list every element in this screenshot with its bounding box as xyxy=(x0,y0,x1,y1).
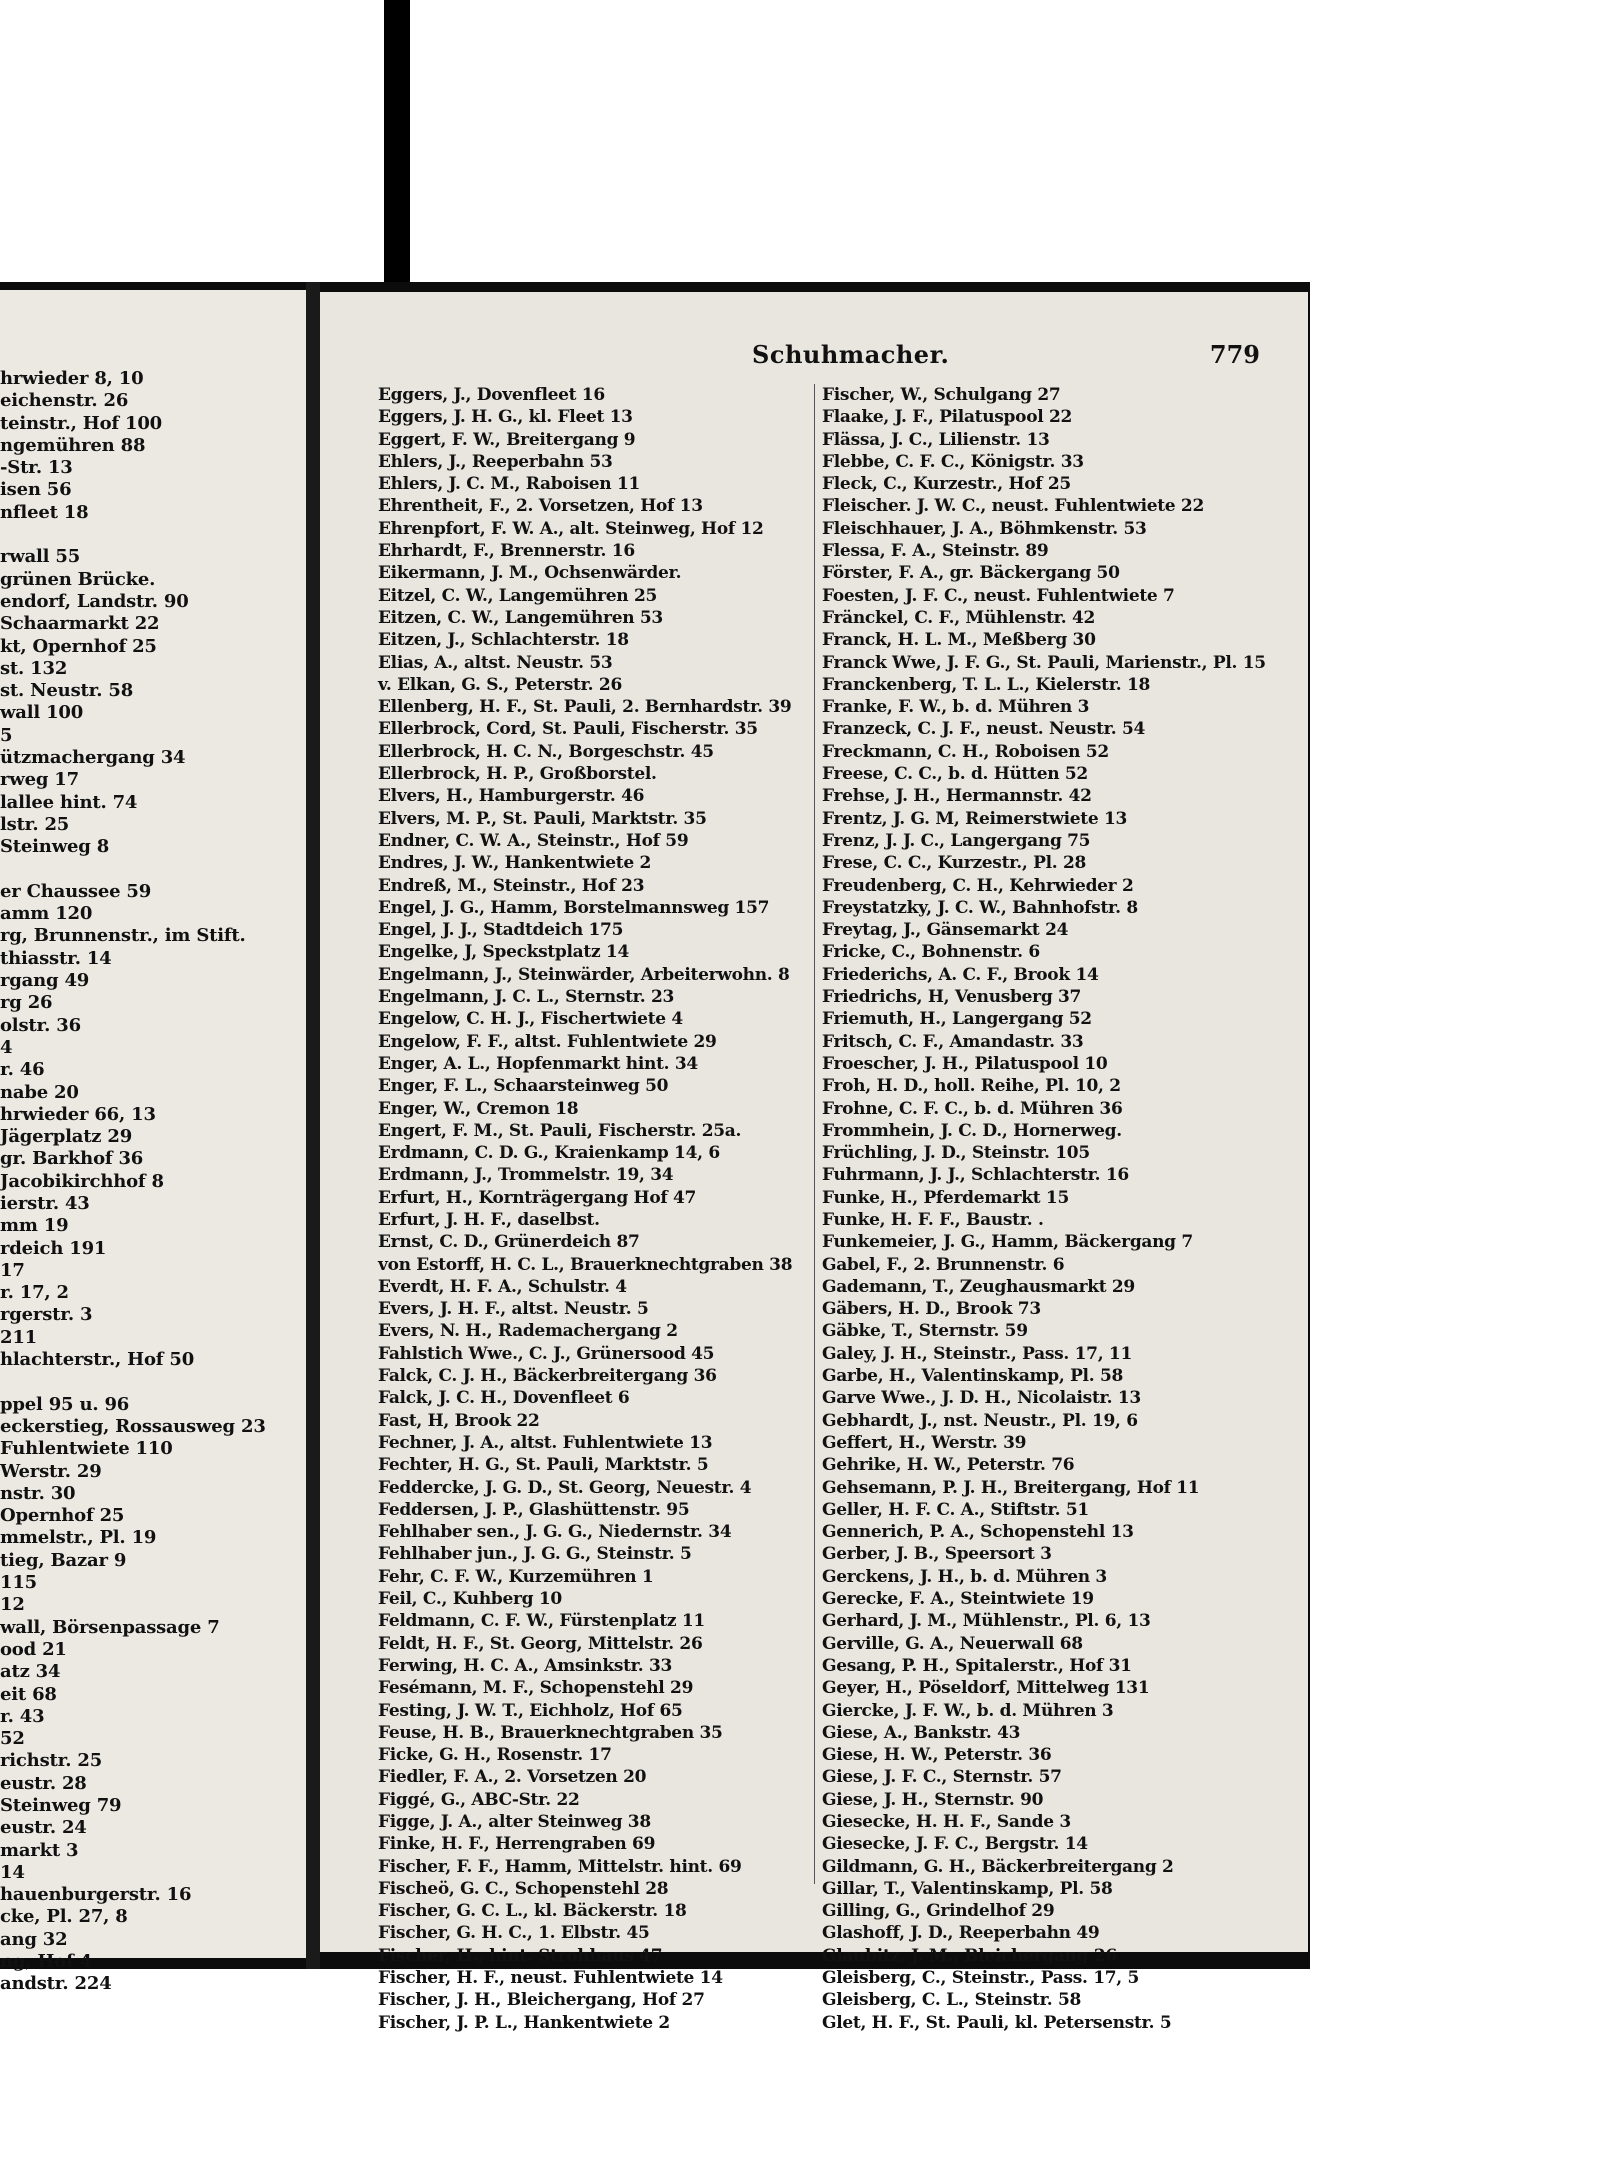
directory-entry: Ehrentheit, F., 2. Vorsetzen, Hof 13 xyxy=(378,496,703,517)
directory-entry: Endres, J. W., Hankentwiete 2 xyxy=(378,853,652,874)
directory-entry: Foesten, J. F. C., neust. Fuhlentwiete 7 xyxy=(822,585,1175,606)
page-header xyxy=(320,340,1308,370)
fragment-line: wall 100 xyxy=(0,702,84,724)
fragment-line: st. Neustr. 58 xyxy=(0,680,134,702)
directory-entry: Franckenberg, T. L. L., Kielerstr. 18 xyxy=(822,674,1151,695)
directory-entry: Frentz, J. G. M, Reimerstwiete 13 xyxy=(822,808,1128,829)
directory-entry: Ehlers, J. C. M., Raboisen 11 xyxy=(378,474,640,495)
fragment-line: eckerstieg, Rossausweg 23 xyxy=(0,1415,266,1437)
directory-entry: Fast, H, Brook 22 xyxy=(378,1410,540,1431)
directory-entry: Früchling, J. D., Steinstr. 105 xyxy=(822,1143,1090,1164)
fragment-line: atz 34 xyxy=(0,1661,61,1683)
fragment-line: ang 32 xyxy=(0,1928,68,1950)
directory-entry: Eikermann, J. M., Ochsenwärder. xyxy=(378,563,682,584)
fragment-line: thiasstr. 14 xyxy=(0,947,112,969)
directory-entry: Franck Wwe, J. F. G., St. Pauli, Marienstr., Pl. 15 xyxy=(822,652,1266,673)
fragment-line: eustr. 28 xyxy=(0,1772,87,1794)
directory-entry: Gebhardt, J., nst. Neustr., Pl. 19, 6 xyxy=(822,1410,1138,1431)
directory-entry: Feldmann, C. F. W., Fürstenplatz 11 xyxy=(378,1611,705,1632)
fragment-line: kt, Opernhof 25 xyxy=(0,635,157,657)
directory-entry: Falck, C. J. H., Bäckerbreitergang 36 xyxy=(378,1366,717,1387)
directory-entry: Freudenberg, C. H., Kehrwieder 2 xyxy=(822,875,1134,896)
directory-entry: Fuhrmann, J. J., Schlachterstr. 16 xyxy=(822,1165,1129,1186)
directory-entry: Fehlhaber jun., J. G. G., Steinstr. 5 xyxy=(378,1544,692,1565)
directory-entry: Fischer, G. H. C., 1. Elbstr. 45 xyxy=(378,1923,650,1944)
directory-entry: Everdt, H. F. A., Schulstr. 4 xyxy=(378,1276,627,1297)
directory-entry: Gleisberg, C., Steinstr., Pass. 17, 5 xyxy=(822,1968,1140,1989)
fragment-line: hauenburgerstr. 16 xyxy=(0,1884,192,1906)
directory-entry: Ellenberg, H. F., St. Pauli, 2. Bernhardstr. 39 xyxy=(378,697,792,718)
directory-entry: Fricke, C., Bohnenstr. 6 xyxy=(822,942,1040,963)
column-divider xyxy=(814,384,815,1884)
directory-entry: Eitzen, J., Schlachterstr. 18 xyxy=(378,630,629,651)
directory-entry: Feuse, H. B., Brauerknechtgraben 35 xyxy=(378,1722,723,1743)
directory-entry: Franck, H. L. M., Meßberg 30 xyxy=(822,630,1096,651)
fragment-line: nabe 20 xyxy=(0,1081,79,1103)
directory-entry: Glaubitz, J. M., Bleichergang 26 xyxy=(822,1945,1117,1966)
directory-entry: Evers, J. H. F., altst. Neustr. 5 xyxy=(378,1299,649,1320)
fragment-line: er Chaussee 59 xyxy=(0,880,152,902)
fragment-line: Steinweg 8 xyxy=(0,836,110,858)
fragment-line xyxy=(0,524,266,546)
directory-entry: Frohne, C. F. C., b. d. Mühren 36 xyxy=(822,1098,1123,1119)
fragment-line: hrwieder 66, 13 xyxy=(0,1103,156,1125)
directory-entry: Ehrhardt, F., Brennerstr. 16 xyxy=(378,541,635,562)
directory-entry: Enger, F. L., Schaarsteinweg 50 xyxy=(378,1076,669,1097)
directory-entry: Garbe, H., Valentinskamp, Pl. 58 xyxy=(822,1366,1124,1387)
directory-entry: Gerber, J. B., Speersort 3 xyxy=(822,1544,1052,1565)
directory-entry: Erdmann, J., Trommelstr. 19, 34 xyxy=(378,1165,674,1186)
directory-entry: Funkemeier, J. G., Hamm, Bäckergang 7 xyxy=(822,1232,1193,1253)
directory-entry: Feddercke, J. G. D., St. Georg, Neuestr. 4 xyxy=(378,1477,752,1498)
directory-entry: Eggert, F. W., Breitergang 9 xyxy=(378,429,636,450)
fragment-line: markt 3 xyxy=(0,1839,79,1861)
directory-entry: Flaake, J. F., Pilatuspool 22 xyxy=(822,407,1073,428)
directory-entry: Gerecke, F. A., Steintwiete 19 xyxy=(822,1589,1094,1610)
left-page xyxy=(0,290,306,1995)
fragment-line: 115 xyxy=(0,1572,37,1594)
fragment-line: mm 19 xyxy=(0,1215,69,1237)
directory-entry: Ehrenpfort, F. W. A., alt. Steinweg, Hof 12 xyxy=(378,518,764,539)
fragment-line: 5 xyxy=(0,724,13,746)
directory-entry: Endner, C. W. A., Steinstr., Hof 59 xyxy=(378,830,689,851)
fragment-line: lstr. 25 xyxy=(0,813,70,835)
directory-entry: Geffert, H., Werstr. 39 xyxy=(822,1432,1027,1453)
directory-entry: Fischer, J. H., Bleichergang, Hof 27 xyxy=(378,1990,705,2011)
directory-entry: Giesecke, J. F. C., Bergstr. 14 xyxy=(822,1834,1088,1855)
fragment-line: rdeich 191 xyxy=(0,1237,107,1259)
fragment-line: ng, Hof 4 xyxy=(0,1951,92,1973)
directory-entry: Gademann, T., Zeughausmarkt 29 xyxy=(822,1276,1135,1297)
directory-entry: Gleisberg, C. L., Steinstr. 58 xyxy=(822,1990,1082,2011)
directory-entry: Flässa, J. C., Lilienstr. 13 xyxy=(822,429,1050,450)
fragment-line: Jacobikirchhof 8 xyxy=(0,1170,164,1192)
directory-entry: Fehr, C. F. W., Kurzemühren 1 xyxy=(378,1566,654,1587)
directory-entry: Ferwing, H. C. A., Amsinkstr. 33 xyxy=(378,1655,673,1676)
directory-entry: Funke, H., Pferdemarkt 15 xyxy=(822,1187,1069,1208)
directory-entry: Friedrichs, H, Venusberg 37 xyxy=(822,987,1082,1008)
directory-entry: Eggers, J., Dovenfleet 16 xyxy=(378,385,605,405)
directory-entry: Franzeck, C. J. F., neust. Neustr. 54 xyxy=(822,719,1146,740)
directory-entry: Fiedler, F. A., 2. Vorsetzen 20 xyxy=(378,1767,647,1788)
directory-entry: Fleischhauer, J. A., Böhmkenstr. 53 xyxy=(822,518,1147,539)
directory-entry: Gerckens, J. H., b. d. Mühren 3 xyxy=(822,1566,1107,1587)
directory-entry: Engel, J. G., Hamm, Borstelmannsweg 157 xyxy=(378,897,770,918)
directory-entry: Elias, A., altst. Neustr. 53 xyxy=(378,652,613,673)
directory-entry: Engelow, C. H. J., Fischertwiete 4 xyxy=(378,1009,683,1030)
fragment-line: rg, Brunnenstr., im Stift. xyxy=(0,925,246,947)
directory-entry: Erfurt, J. H. F., daselbst. xyxy=(378,1209,600,1230)
directory-entry: Engelmann, J., Steinwärder, Arbeiterwohn. 8 xyxy=(378,964,790,985)
directory-entry: Flebbe, C. F. C., Königstr. 33 xyxy=(822,451,1084,472)
fragment-line: r. 43 xyxy=(0,1705,45,1727)
directory-entry: Eitzen, C. W., Langemühren 53 xyxy=(378,607,663,628)
book-spine xyxy=(384,0,410,300)
directory-entry: Engel, J. J., Stadtdeich 175 xyxy=(378,920,624,941)
fragment-line: Werstr. 29 xyxy=(0,1460,102,1482)
directory-entry: Giesecke, H. H. F., Sande 3 xyxy=(822,1812,1071,1832)
fragment-line: -Str. 13 xyxy=(0,457,73,479)
fragment-line: ierstr. 43 xyxy=(0,1192,90,1214)
directory-entry: Giese, H. W., Peterstr. 36 xyxy=(822,1745,1052,1766)
directory-entry: Engert, F. M., St. Pauli, Fischerstr. 25a. xyxy=(378,1120,742,1141)
directory-entry: Gerville, G. A., Neuerwall 68 xyxy=(822,1633,1083,1654)
fragment-line: eustr. 24 xyxy=(0,1817,87,1839)
fragment-line: Steinweg 79 xyxy=(0,1795,122,1816)
directory-entry: Ellerbrock, Cord, St. Pauli, Fischerstr. 35 xyxy=(378,719,758,740)
fragment-line: cke, Pl. 27, 8 xyxy=(0,1906,128,1928)
directory-entry: Froescher, J. H., Pilatuspool 10 xyxy=(822,1053,1108,1074)
directory-entry: Galey, J. H., Steinstr., Pass. 17, 11 xyxy=(822,1343,1132,1364)
fragment-line: 14 xyxy=(0,1861,25,1883)
fragment-line: 17 xyxy=(0,1259,25,1281)
directory-entry: Giese, J. H., Sternstr. 90 xyxy=(822,1789,1044,1810)
directory-entry: Freckmann, C. H., Roboisen 52 xyxy=(822,741,1109,762)
directory-entry: Frenz, J. J. C., Langergang 75 xyxy=(822,830,1091,851)
fragment-line: teinstr., Hof 100 xyxy=(0,412,162,434)
directory-entry: Fischeö, G. C., Schopenstehl 28 xyxy=(378,1878,669,1899)
fragment-line: rgang 49 xyxy=(0,970,90,992)
directory-entry: Ernst, C. D., Grünerdeich 87 xyxy=(378,1232,640,1253)
directory-entry: Geyer, H., Pöseldorf, Mittelweg 131 xyxy=(822,1678,1150,1699)
directory-entry: Festing, J. W. T., Eichholz, Hof 65 xyxy=(378,1700,683,1721)
fragment-line: rgerstr. 3 xyxy=(0,1304,93,1326)
directory-entry: Fechner, J. A., altst. Fuhlentwiete 13 xyxy=(378,1432,713,1453)
directory-column-right xyxy=(822,384,1266,2034)
fragment-line: rwall 55 xyxy=(0,546,81,568)
directory-entry: Fehlhaber sen., J. G. G., Niedernstr. 34 xyxy=(378,1522,732,1543)
directory-entry: Feldt, H. F., St. Georg, Mittelstr. 26 xyxy=(378,1633,703,1654)
directory-entry: Friederichs, A. C. F., Brook 14 xyxy=(822,964,1099,985)
directory-entry: Giercke, J. F. W., b. d. Mühren 3 xyxy=(822,1700,1114,1721)
directory-entry: Fesémann, M. F., Schopenstehl 29 xyxy=(378,1678,694,1699)
directory-entry: Engelow, F. F., altst. Fuhlentwiete 29 xyxy=(378,1031,717,1052)
directory-entry: Gerhard, J. M., Mühlenstr., Pl. 6, 13 xyxy=(822,1611,1151,1632)
fragment-line: tieg, Bazar 9 xyxy=(0,1549,127,1571)
directory-entry: Gäbers, H. D., Brook 73 xyxy=(822,1299,1041,1320)
directory-entry: Fleischer. J. W. C., neust. Fuhlentwiete 22 xyxy=(822,496,1204,517)
directory-entry: Falck, J. C. H., Dovenfleet 6 xyxy=(378,1388,630,1409)
directory-entry: Garve Wwe., J. D. H., Nicolaistr. 13 xyxy=(822,1388,1141,1409)
directory-entry: Freytag, J., Gänsemarkt 24 xyxy=(822,920,1069,941)
directory-entry: Frehse, J. H., Hermannstr. 42 xyxy=(822,786,1092,807)
directory-entry: Ellerbrock, H. P., Großborstel. xyxy=(378,764,657,785)
directory-entry: v. Elkan, G. S., Peterstr. 26 xyxy=(378,674,622,695)
directory-entry: Gennerich, P. A., Schopenstehl 13 xyxy=(822,1522,1134,1543)
directory-entry: Fischer, H., hint. Strohhaus 47 xyxy=(378,1945,663,1966)
directory-entry: Friemuth, H., Langergang 52 xyxy=(822,1009,1092,1030)
directory-entry: Fränckel, C. F., Mühlenstr. 42 xyxy=(822,607,1096,628)
directory-entry: Enger, W., Cremon 18 xyxy=(378,1098,579,1119)
fragment-line: st. 132 xyxy=(0,657,68,679)
fragment-line: r. 46 xyxy=(0,1059,45,1081)
directory-entry: Frese, C. C., Kurzestr., Pl. 28 xyxy=(822,853,1087,874)
left-page-fragments xyxy=(0,368,266,1996)
fragment-line: nstr. 30 xyxy=(0,1482,76,1504)
directory-entry: Eggers, J. H. G., kl. Fleet 13 xyxy=(378,407,633,428)
directory-entry: Finke, H. F., Herrengraben 69 xyxy=(378,1834,656,1855)
directory-entry: Engelke, J, Speckstplatz 14 xyxy=(378,942,629,963)
page-title: Schuhmacher. xyxy=(752,340,950,369)
fragment-line: wall, Börsenpassage 7 xyxy=(0,1616,220,1638)
directory-entry: Förster, F. A., gr. Bäckergang 50 xyxy=(822,563,1120,584)
fragment-line: richstr. 25 xyxy=(0,1750,103,1772)
directory-entry: Gäbke, T., Sternstr. 59 xyxy=(822,1321,1028,1342)
fragment-line: r. 17, 2 xyxy=(0,1282,69,1304)
right-page xyxy=(320,292,1308,2033)
directory-entry: Evers, N. H., Rademachergang 2 xyxy=(378,1321,678,1342)
directory-entry: Erfurt, H., Kornträgergang Hof 47 xyxy=(378,1187,697,1208)
fragment-line: grünen Brücke. xyxy=(0,568,156,590)
directory-entry: Elvers, H., Hamburgerstr. 46 xyxy=(378,786,645,807)
directory-entry: Funke, H. F. F., Baustr. . xyxy=(822,1209,1044,1230)
directory-entry: Eitzel, C. W., Langemühren 25 xyxy=(378,585,658,606)
directory-entry: Figge, J. A., alter Steinweg 38 xyxy=(378,1812,651,1832)
directory-entry: Gabel, F., 2. Brunnenstr. 6 xyxy=(822,1254,1065,1275)
fragment-line: ppel 95 u. 96 xyxy=(0,1393,130,1415)
directory-entry: Glashoff, J. D., Reeperbahn 49 xyxy=(822,1923,1100,1944)
fragment-line: 211 xyxy=(0,1326,37,1348)
fragment-line: rweg 17 xyxy=(0,769,79,791)
fragment-line: 52 xyxy=(0,1728,25,1750)
directory-entry: Fleck, C., Kurzestr., Hof 25 xyxy=(822,474,1071,495)
fragment-line: ützmachergang 34 xyxy=(0,747,186,769)
directory-entry: Feil, C., Kuhberg 10 xyxy=(378,1589,562,1610)
directory-entry: Ficke, G. H., Rosenstr. 17 xyxy=(378,1745,612,1766)
directory-entry: Giese, J. F. C., Sternstr. 57 xyxy=(822,1767,1062,1788)
directory-entry: Glet, H. F., St. Pauli, kl. Petersenstr. 5 xyxy=(822,2012,1172,2033)
fragment-line: ood 21 xyxy=(0,1638,67,1660)
directory-entry: Frommhein, J. C. D., Hornerweg. xyxy=(822,1120,1122,1141)
directory-entry: von Estorff, H. C. L., Brauerknechtgraben 38 xyxy=(378,1254,793,1275)
fragment-line: gr. Barkhof 36 xyxy=(0,1148,144,1170)
directory-entry: Fritsch, C. F., Amandastr. 33 xyxy=(822,1031,1084,1052)
fragment-line: hlachterstr., Hof 50 xyxy=(0,1349,195,1371)
fragment-line: mmelstr., Pl. 19 xyxy=(0,1527,157,1549)
fragment-line: isen 56 xyxy=(0,479,72,501)
directory-entry: Froh, H. D., holl. Reihe, Pl. 10, 2 xyxy=(822,1076,1121,1097)
fragment-line: andstr. 224 xyxy=(0,1973,112,1995)
fragment-line: 4 xyxy=(0,1036,13,1058)
fragment-line xyxy=(0,859,266,881)
page-number: 779 xyxy=(1209,340,1260,369)
directory-entry: Engelmann, J. C. L., Sternstr. 23 xyxy=(378,987,675,1008)
fragment-line: 12 xyxy=(0,1594,25,1616)
directory-entry: Fischer, G. C. L., kl. Bäckerstr. 18 xyxy=(378,1901,687,1922)
fragment-line: nfleet 18 xyxy=(0,501,89,523)
directory-entry: Gehrike, H. W., Peterstr. 76 xyxy=(822,1455,1075,1476)
fragment-line: ngemühren 88 xyxy=(0,434,146,456)
directory-entry: Figgé, G., ABC-Str. 22 xyxy=(378,1789,580,1810)
directory-entry: Fischer, W., Schulgang 27 xyxy=(822,385,1061,405)
book-gutter xyxy=(306,282,320,1969)
fragment-line: olstr. 36 xyxy=(0,1014,81,1036)
directory-entry: Enger, A. L., Hopfenmarkt hint. 34 xyxy=(378,1053,698,1074)
directory-entry: Ehlers, J., Reeperbahn 53 xyxy=(378,451,613,472)
directory-entry: Fahlstich Wwe., C. J., Grünersood 45 xyxy=(378,1343,715,1364)
fragment-line: eichenstr. 26 xyxy=(0,390,129,412)
fragment-line: Schaarmarkt 22 xyxy=(0,613,160,635)
fragment-line: amm 120 xyxy=(0,903,93,925)
directory-entry: Franke, F. W., b. d. Mühren 3 xyxy=(822,697,1090,718)
fragment-line xyxy=(0,1371,266,1393)
fragment-line: Fuhlentwiete 110 xyxy=(0,1438,173,1460)
directory-column-left xyxy=(378,384,792,2034)
directory-entry: Flessa, F. A., Steinstr. 89 xyxy=(822,541,1049,562)
directory-entry: Fischer, F. F., Hamm, Mittelstr. hint. 69 xyxy=(378,1856,742,1877)
directory-entry: Ellerbrock, H. C. N., Borgeschstr. 45 xyxy=(378,741,714,762)
fragment-line: Jägerplatz 29 xyxy=(0,1126,133,1148)
directory-entry: Elvers, M. P., St. Pauli, Marktstr. 35 xyxy=(378,808,707,829)
directory-entry: Freese, C. C., b. d. Hütten 52 xyxy=(822,764,1088,785)
fragment-line: Opernhof 25 xyxy=(0,1505,125,1527)
directory-entry: Erdmann, C. D. G., Kraienkamp 14, 6 xyxy=(378,1143,720,1164)
directory-entry: Gilling, G., Grindelhof 29 xyxy=(822,1901,1055,1922)
directory-entry: Fischer, H. F., neust. Fuhlentwiete 14 xyxy=(378,1968,723,1989)
fragment-line: lallee hint. 74 xyxy=(0,791,138,813)
directory-entry: Feddersen, J. P., Glashüttenstr. 95 xyxy=(378,1499,690,1520)
directory-entry: Fechter, H. G., St. Pauli, Marktstr. 5 xyxy=(378,1455,709,1476)
directory-entry: Gehsemann, P. J. H., Breitergang, Hof 11 xyxy=(822,1477,1200,1498)
directory-entry: Gildmann, G. H., Bäckerbreitergang 2 xyxy=(822,1856,1174,1877)
fragment-line: endorf, Landstr. 90 xyxy=(0,590,189,612)
directory-entry: Giese, A., Bankstr. 43 xyxy=(822,1722,1021,1743)
fragment-line: eit 68 xyxy=(0,1683,57,1705)
directory-entry: Gesang, P. H., Spitalerstr., Hof 31 xyxy=(822,1655,1132,1676)
fragment-line: hrwieder 8, 10 xyxy=(0,368,144,389)
fragment-line: rg 26 xyxy=(0,992,53,1014)
directory-entry: Fischer, J. P. L., Hankentwiete 2 xyxy=(378,2012,670,2033)
directory-entry: Geller, H. F. C. A., Stiftstr. 51 xyxy=(822,1499,1089,1520)
directory-entry: Endreß, M., Steinstr., Hof 23 xyxy=(378,875,645,896)
directory-entry: Gillar, T., Valentinskamp, Pl. 58 xyxy=(822,1878,1113,1899)
directory-entry: Freystatzky, J. C. W., Bahnhofstr. 8 xyxy=(822,897,1138,918)
